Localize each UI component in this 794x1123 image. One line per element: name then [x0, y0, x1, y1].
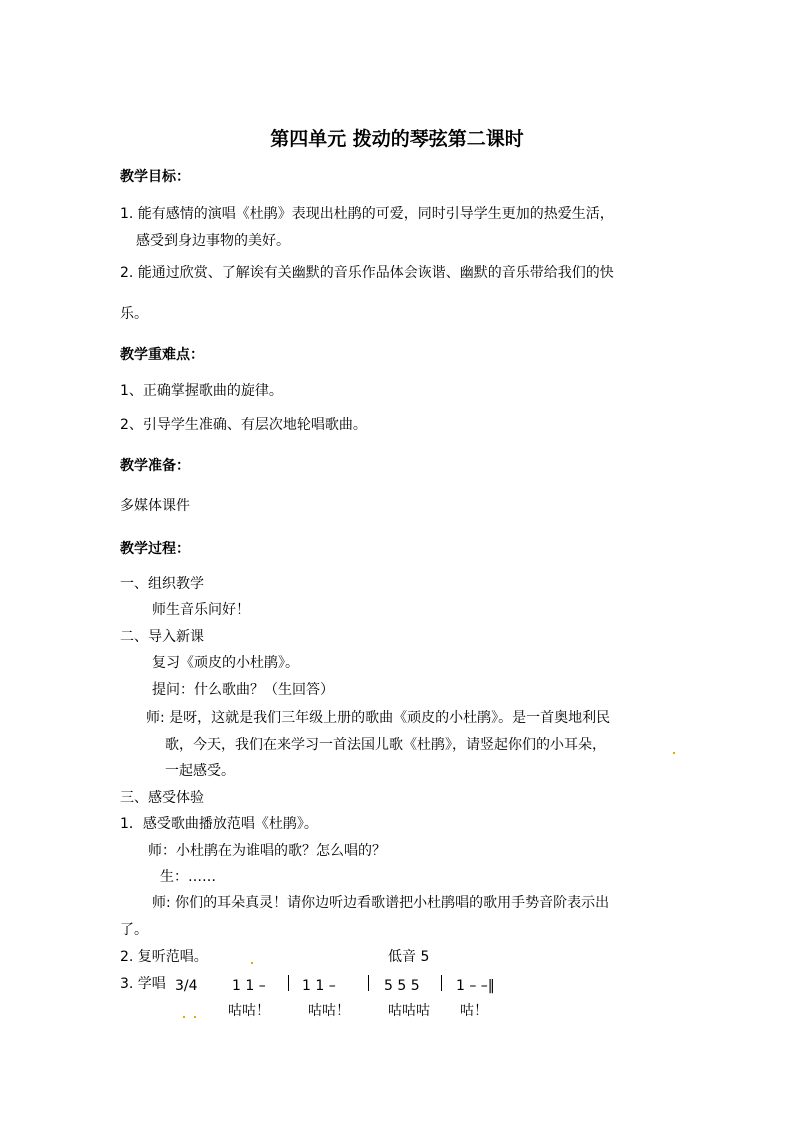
- student-answer: 生：……: [160, 869, 216, 885]
- key-point-2: 2、引导学生准确、有层次地轮唱歌曲。: [120, 417, 367, 433]
- section-3-item-1: 1．感受歌曲播放范唱《杜鹃》。: [120, 816, 318, 832]
- bar-line: [441, 975, 442, 991]
- objectives-heading: 教学目标：: [120, 169, 190, 185]
- teacher-line-1: 师: 你们的耳朵真灵！请你边听边看歌谱把小杜鹃唱的歌用手势音阶表示出: [152, 895, 610, 911]
- teacher-question: 师：小杜鹃在为谁唱的歌？怎么唱的？: [148, 843, 386, 859]
- objective-1-line-1: 1. 能有感情的演唱《杜鹃》表现出杜鹃的可爱，同时引导学生更加的热爱生活，: [120, 206, 614, 222]
- time-signature: 3/4: [175, 978, 198, 994]
- objective-1-line-2: 感受到身边事物的美好。: [136, 233, 290, 249]
- section-2-line-4: 歌，今天，我们在来学习一首法国儿歌《杜鹃》，请竖起你们的小耳朵，: [165, 737, 606, 753]
- section-2-line-2: 提问：什么歌曲？（生回答）: [152, 682, 334, 698]
- measure-4: 1 – –‖: [456, 978, 495, 994]
- section-1-title: 一、组织教学: [120, 576, 204, 592]
- key-point-1: 1、正确掌握歌曲的旋律。: [120, 383, 283, 399]
- document-title: 第四单元 拨动的琴弦第二课时: [270, 128, 524, 150]
- section-3-item-3: 3. 学唱: [120, 976, 166, 992]
- lyric-2: 咕咕！: [308, 1003, 350, 1019]
- section-2-title: 二、导入新课: [120, 629, 204, 645]
- stray-mark: [673, 752, 675, 754]
- section-2-line-3: 师: 是呀，这就是我们三年级上册的歌曲《顽皮的小杜鹃》。是一首奥地利民: [146, 710, 611, 726]
- low-note-label: 低音 5: [388, 949, 430, 965]
- lyric-1: 咕咕！: [228, 1003, 270, 1019]
- measure-1: 1 1 –: [232, 978, 266, 994]
- teacher-line-2: 了。: [120, 922, 148, 938]
- lyric-3: 咕咕咕: [388, 1003, 430, 1019]
- stray-mark: [194, 1016, 196, 1018]
- preparation-text: 多媒体课件: [120, 498, 190, 514]
- section-1-line: 师生音乐问好！: [152, 602, 250, 618]
- bar-line: [288, 975, 289, 991]
- key-points-heading: 教学重难点：: [120, 347, 204, 363]
- section-3-item-2: 2. 复听范唱。: [120, 949, 208, 965]
- preparation-heading: 教学准备：: [120, 458, 190, 474]
- section-2-line-5: 一起感受。: [165, 763, 235, 779]
- stray-mark: [183, 1016, 185, 1018]
- objective-2-line-1: 2. 能通过欣赏、了解诶有关幽默的音乐作品体会诙谐、幽默的音乐带给我们的快: [120, 265, 614, 281]
- lyric-4: 咕！: [460, 1003, 488, 1019]
- section-3-title: 三、感受体验: [120, 790, 204, 806]
- objective-2-line-2: 乐。: [120, 306, 148, 322]
- measure-3: 5 5 5: [384, 978, 420, 994]
- process-heading: 教学过程：: [120, 541, 190, 557]
- stray-mark: [251, 962, 253, 964]
- measure-2: 1 1 –: [302, 978, 336, 994]
- section-2-line-1: 复习《顽皮的小杜鹃》。: [152, 655, 299, 671]
- bar-line: [368, 975, 369, 991]
